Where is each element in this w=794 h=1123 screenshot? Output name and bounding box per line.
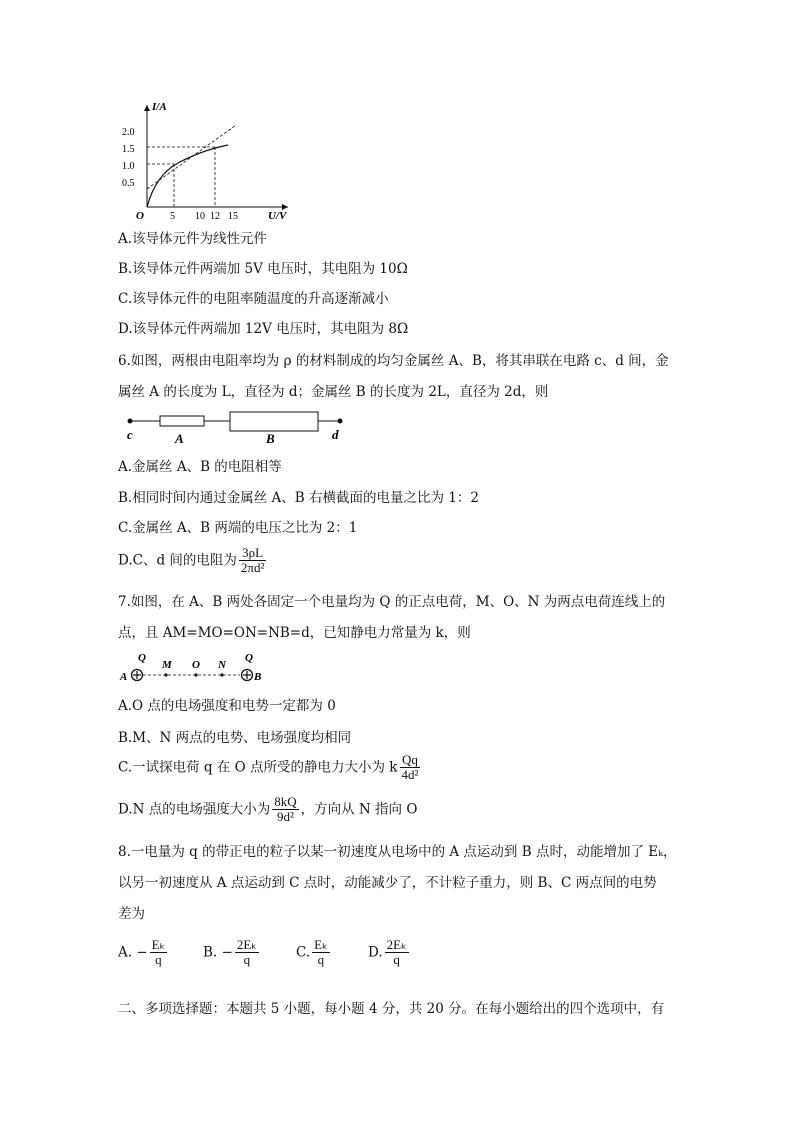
q5-option-c: C.该导体元件的电阻率随温度的升高逐渐减小 — [118, 291, 389, 307]
section-2-heading: 二、多项选择题：本题共 5 小题，每小题 4 分，共 20 分。在每小题给出的四个选项中，有 — [118, 1001, 665, 1017]
q7-option-d — [118, 795, 417, 824]
label-N: N — [218, 659, 226, 671]
q8-option-c-label: C. — [296, 944, 311, 961]
label-Q-right: Q — [245, 652, 253, 664]
y-tick: 0.5 — [122, 178, 135, 189]
x-tick: 12 — [210, 211, 220, 220]
x-tick: 5 — [170, 211, 175, 220]
q7-stem-line1: 7.如图，在 A、B 两处各固定一个电量均为 Q 的正点电荷，M、O、N 为两点电荷连线上的 — [118, 594, 666, 610]
q7-option-d-fraction: $\frac{8kQ}{\text{9d²}}$ — [274, 794, 297, 824]
origin-label: O — [136, 210, 144, 220]
label-c: c — [127, 427, 133, 442]
q8-option-c — [296, 938, 332, 967]
q5-option-b: B.该导体元件两端加 5V 电压时，其电阻为 10Ω — [118, 261, 408, 277]
q7-option-c-text: C.一试探电荷 q 在 O 点所受的静电力大小为 k — [118, 759, 398, 776]
q7-option-b: B.M、N 两点的电势、电场强度均相同 — [118, 730, 352, 746]
label-B: B — [254, 671, 262, 683]
label-A: A — [120, 671, 128, 683]
q6-option-c: C.金属丝 A、B 两端的电压之比为 2：1 — [118, 520, 358, 536]
q6-stem-line2: 属丝 A 的长度为 L，直径为 d；金属丝 B 的长度为 2L，直径为 2d，则 — [118, 384, 549, 400]
q8-option-a-label: A. − — [118, 944, 148, 961]
q6-option-b: B.相同时间内通过金属丝 A、B 右横截面的电量之比为 1：2 — [118, 490, 479, 506]
label-M: M — [162, 659, 172, 671]
y-tick: 1.0 — [122, 161, 135, 172]
q5-option-d: D.该导体元件两端加 12V 电压时，其电阻为 8Ω — [118, 321, 409, 337]
q5-option-a: A.该导体元件为线性元件 — [118, 231, 268, 247]
q8-stem-line3: 差为 — [118, 906, 145, 922]
iu-graph — [118, 95, 308, 220]
label-A: A — [175, 431, 184, 446]
q7-option-c-fraction: $\frac{Qq}{\text{4d²}}$ — [401, 752, 419, 782]
q8-option-c-fraction: $\frac{\text{Eₖ}}{q}$ — [314, 937, 328, 967]
q7-charges-figure — [118, 648, 278, 688]
q8-option-a — [118, 938, 169, 967]
q6-option-a: A.金属丝 A、B 的电阻相等 — [118, 459, 282, 475]
q6-stem-line1: 6.如图，两根由电阻率均为 ρ 的材料制成的均匀金属丝 A、B，将其串联在电路 c、d 间，金 — [118, 353, 669, 369]
q8-option-b — [203, 938, 261, 967]
q8-option-d-fraction: $\frac{\text{2Eₖ}}{q}$ — [386, 937, 407, 967]
q8-option-a-fraction: $\frac{\text{Eₖ}}{q}$ — [151, 937, 166, 967]
q8-option-d-label: D. — [368, 944, 383, 961]
x-tick: 10 — [195, 211, 205, 220]
q8-stem-line1: 8.一电量为 q 的带正电的粒子以某一初速度从电场中的 A 点运动到 B 点时，动能增加了 Eₖ， — [118, 844, 677, 860]
q8-option-b-fraction: $\frac{\text{2Eₖ}}{q}$ — [236, 937, 257, 967]
q8-option-d — [368, 938, 411, 967]
q7-option-c — [118, 753, 422, 782]
q6-circuit-figure — [118, 405, 358, 450]
y-tick: 2.0 — [122, 127, 135, 138]
y-axis-label: I/A — [152, 101, 167, 113]
q8-stem-line2: 以另一初速度从 A 点运动到 C 点时，动能减少了，不计粒子重力，则 B、C 两点间的电势 — [118, 875, 657, 891]
q7-option-a: A.O 点的电场强度和电势一定都为 0 — [118, 698, 336, 714]
q7-stem-line2: 点，且 AM=MO=ON=NB=d，已知静电力常量为 k，则 — [118, 625, 471, 641]
q6-option-d — [118, 546, 268, 575]
q6-option-d-text: D.C、d 间的电阻为 — [118, 552, 237, 569]
q7-option-d-text: D.N 点的电场强度大小为 — [118, 801, 271, 818]
q8-option-b-label: B. − — [203, 944, 233, 961]
q6-option-d-fraction: $\frac{3\rho L}{\text{2πd²}}$ — [240, 545, 265, 575]
label-d: d — [332, 427, 339, 442]
label-O: O — [192, 659, 200, 671]
q7-option-d-tail: ，方向从 N 指向 O — [300, 801, 418, 818]
label-Q-left: Q — [138, 652, 146, 664]
label-B: B — [266, 431, 275, 446]
x-axis-label: U/V — [268, 210, 287, 220]
x-tick: 15 — [228, 211, 238, 220]
y-tick: 1.5 — [122, 144, 135, 155]
